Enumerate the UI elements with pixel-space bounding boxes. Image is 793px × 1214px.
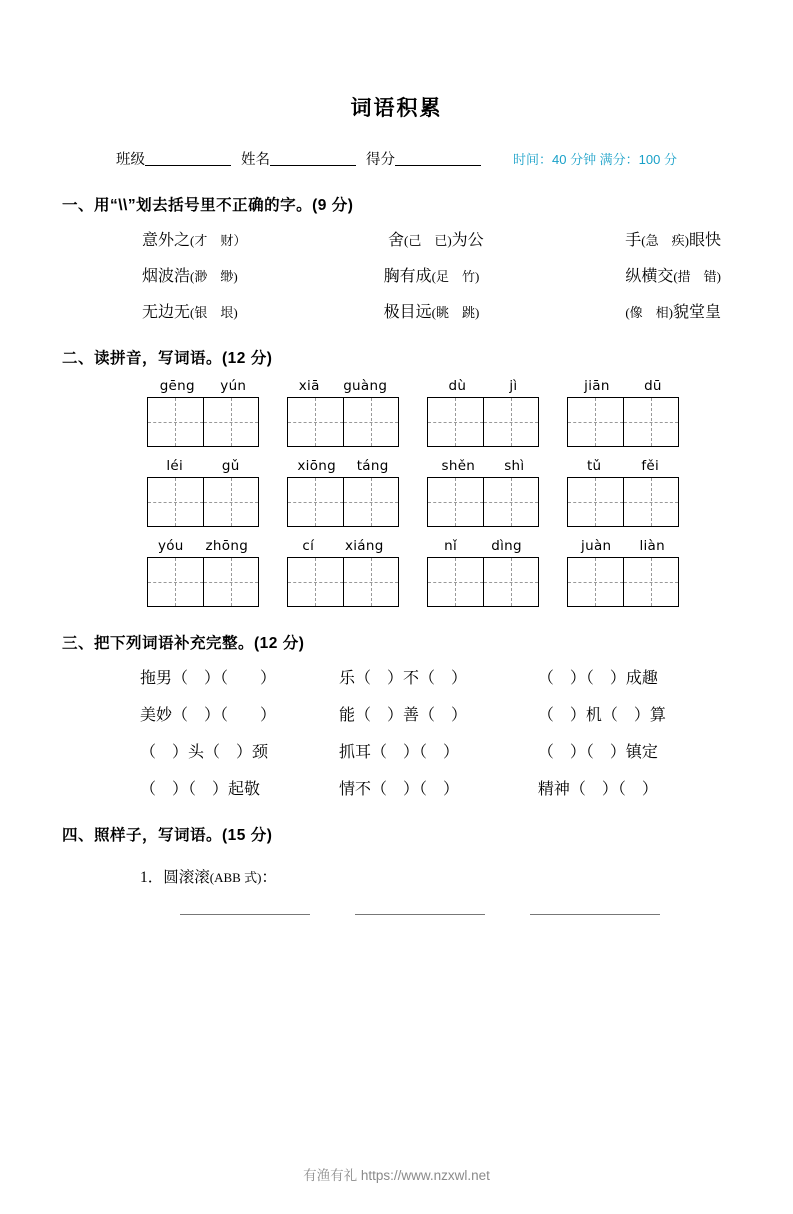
q4-pattern-tag: (ABB 式) [209, 870, 262, 885]
grid-cell[interactable] [568, 558, 623, 606]
q3-item[interactable]: （ ）（ ）成趣 [537, 670, 658, 687]
section-4-subitem [62, 865, 731, 887]
writing-grid[interactable] [287, 557, 399, 607]
q1-item: 极目远(眺 跳) [383, 304, 480, 321]
q3-item[interactable]: 乐（ ）不（ ） [338, 670, 467, 687]
score-field[interactable] [366, 148, 481, 169]
q1-item: 纵横交(措 错) [625, 268, 721, 285]
q3-item[interactable]: 美妙（ ）（ ） [140, 707, 277, 724]
pinyin-item [567, 378, 679, 447]
section-1-heading: 一、用“\\”划去括号里不正确的字。(9 分) [62, 197, 354, 214]
grid-cell[interactable] [148, 398, 203, 446]
grid-cell[interactable] [203, 478, 259, 526]
q4-example: 圆滚滚 [163, 869, 210, 886]
footer-watermark: 有渔有礼 https://www.nzxwl.net [303, 1168, 490, 1183]
q1-item: 手(急 疾)眼快 [625, 232, 721, 249]
pinyin-item [567, 458, 679, 527]
class-field[interactable] [116, 148, 231, 169]
pinyin-item [147, 378, 259, 447]
class-blank[interactable] [145, 151, 231, 167]
q3-item[interactable]: （ ）（ ）镇定 [537, 744, 658, 761]
section-3-heading: 三、把下列词语补充完整。(12 分) [62, 635, 305, 652]
grid-cell[interactable] [288, 398, 343, 446]
grid-cell[interactable] [148, 558, 203, 606]
q3-row [140, 776, 723, 799]
grid-cell[interactable] [288, 478, 343, 526]
grid-cell[interactable] [568, 398, 623, 446]
grid-cell[interactable] [428, 398, 483, 446]
q1-item: 烟波浩(渺 缈) [142, 268, 238, 285]
grid-cell[interactable] [428, 478, 483, 526]
q3-row [140, 665, 723, 688]
pinyin-item [287, 458, 399, 527]
answer-line[interactable] [530, 913, 660, 915]
grid-cell[interactable] [343, 558, 399, 606]
q3-item[interactable]: 情不（ ）（ ） [338, 781, 459, 798]
q1-row [142, 299, 721, 322]
pinyin-text: xiōng táng [297, 458, 389, 474]
answer-lines [62, 913, 731, 915]
class-label: 班级 [116, 152, 145, 168]
pinyin-row [147, 538, 731, 607]
pinyin-item [427, 458, 539, 527]
grid-cell[interactable] [148, 478, 203, 526]
pinyin-text: tǔ fěi [586, 458, 660, 474]
q4-dot: ． [147, 869, 164, 886]
section-2-heading: 二、读拼音，写词语。(12 分) [62, 350, 273, 367]
writing-grid[interactable] [287, 477, 399, 527]
score-blank[interactable] [395, 151, 481, 167]
pinyin-text: jiān dū [584, 378, 662, 394]
pinyin-item [147, 458, 259, 527]
writing-grid[interactable] [427, 557, 539, 607]
pinyin-row [147, 378, 731, 447]
grid-cell[interactable] [483, 558, 539, 606]
pinyin-text: shěn shì [441, 458, 525, 474]
writing-grid[interactable] [567, 397, 679, 447]
writing-grid[interactable] [147, 477, 259, 527]
q1-item: 无边无(银 垠) [142, 304, 238, 321]
grid-cell[interactable] [568, 478, 623, 526]
name-blank[interactable] [270, 151, 356, 167]
pinyin-item [427, 538, 539, 607]
writing-grid[interactable] [427, 477, 539, 527]
q3-row [140, 739, 723, 762]
pinyin-text: cí xiáng [302, 538, 384, 554]
writing-grid[interactable] [567, 557, 679, 607]
q3-item[interactable]: 抓耳（ ）（ ） [338, 744, 459, 761]
exam-meta: 时间：40 分钟 满分：100 分 [513, 152, 677, 167]
grid-cell[interactable] [623, 478, 679, 526]
pinyin-text: nǐ dìng [444, 538, 522, 554]
pinyin-text: gēng yún [159, 378, 247, 394]
pinyin-text: xiā guàng [298, 378, 388, 394]
pinyin-item [567, 538, 679, 607]
pinyin-item [427, 378, 539, 447]
answer-line[interactable] [355, 913, 485, 915]
writing-grid[interactable] [147, 397, 259, 447]
pinyin-text: yóu zhōng [157, 538, 249, 554]
q3-item[interactable]: 精神（ ）（ ） [537, 781, 658, 798]
q1-row [142, 227, 721, 250]
grid-cell[interactable] [203, 398, 259, 446]
grid-cell[interactable] [623, 558, 679, 606]
q1-row [142, 263, 721, 286]
q3-row [140, 702, 723, 725]
q1-item: 舍(己 已)为公 [387, 232, 484, 249]
pinyin-item [287, 538, 399, 607]
page-title: 词语积累 [350, 97, 443, 120]
pinyin-text: léi gǔ [166, 458, 240, 474]
writing-grid[interactable] [567, 477, 679, 527]
worksheet-page [0, 92, 793, 1214]
pinyin-text: dù jì [448, 378, 518, 394]
grid-cell[interactable] [343, 478, 399, 526]
section-3-items [62, 665, 731, 799]
q1-item: 胸有成(足 竹) [383, 268, 480, 285]
section-4-heading: 四、照样子，写词语。(15 分) [62, 827, 273, 844]
answer-line[interactable] [180, 913, 310, 915]
q3-item[interactable]: （ ）机（ ）算 [537, 707, 666, 724]
grid-cell[interactable] [483, 478, 539, 526]
name-field[interactable] [241, 148, 356, 169]
writing-grid[interactable] [427, 397, 539, 447]
writing-grid[interactable] [147, 557, 259, 607]
pinyin-text: juàn liàn [581, 538, 665, 554]
q3-item[interactable]: 能（ ）善（ ） [338, 707, 467, 724]
q1-item: 意外之(才 财） [142, 232, 247, 249]
section-1-items [62, 227, 731, 322]
pinyin-item [287, 378, 399, 447]
q3-item[interactable]: （ ）（ ）起敬 [140, 781, 261, 798]
q4-number: 1 [140, 869, 148, 886]
writing-grid[interactable] [287, 397, 399, 447]
pinyin-item [147, 538, 259, 607]
student-info-row [62, 148, 731, 169]
grid-cell[interactable] [428, 558, 483, 606]
pinyin-row [147, 458, 731, 527]
grid-cell[interactable] [343, 398, 399, 446]
grid-cell[interactable] [203, 558, 259, 606]
q4-colon: ： [261, 869, 277, 886]
score-label: 得分 [366, 152, 395, 168]
q1-item: (像 相)貌堂皇 [625, 304, 721, 321]
grid-cell[interactable] [483, 398, 539, 446]
grid-cell[interactable] [623, 398, 679, 446]
q3-item[interactable]: （ ）头（ ）颈 [140, 744, 269, 761]
section-2-items [62, 378, 731, 607]
name-label: 姓名 [241, 152, 270, 168]
grid-cell[interactable] [288, 558, 343, 606]
q3-item[interactable]: 拖男（ ）（ ） [140, 670, 277, 687]
